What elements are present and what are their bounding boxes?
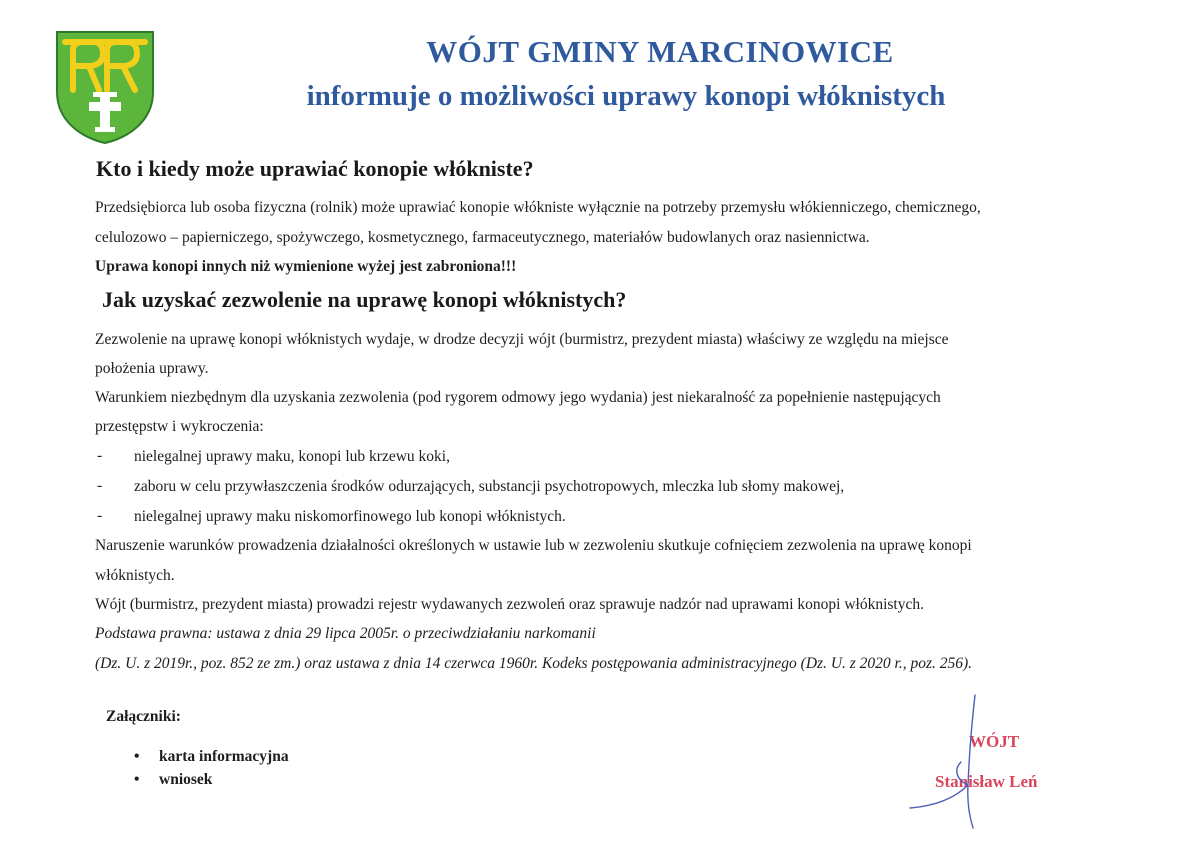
handwritten-signature [895,690,1015,840]
prohibition-warning: Uprawa konopi innych niż wymienione wyżej jest zabroniona!!! [95,258,517,275]
list-item: zaboru w celu przywłaszczenia środków odurzających, substancji psychotropowych, mleczka lub słomy makowej, [134,478,845,495]
section1-line2: celulozowo – papierniczego, spożywczego, kosmetycznego, farmaceutycznego, materiałów budowlanych oraz nasiennictwa. [95,229,870,246]
section2-p2-line2: przestępstw i wykroczenia: [95,418,264,435]
section2-p1-line2: położenia uprawy. [95,360,209,377]
section2-p3-line2: włóknistych. [95,567,175,584]
legal-basis-line2: (Dz. U. z 2019r., poz. 852 ze zm.) oraz ustawa z dnia 14 czerwca 1960r. Kodeks postępowania administracyjnego (Dz. U. z 2020 r., poz. 256). [95,655,973,672]
section2-p4: Wójt (burmistrz, prezydent miasta) prowadzi rejestr wydawanych zezwoleń oraz sprawuje nadzór nad uprawami konopi włóknistych. [95,596,924,613]
list-item: nielegalnej uprawy maku niskomorfinowego lub konopi włóknistych. [134,508,566,525]
legal-basis-line1: Podstawa prawna: ustawa z dnia 29 lipca 2005r. o przeciwdziałaniu narkomanii [95,625,596,642]
attachment-item: wniosek [159,771,213,788]
section1-line1: Przedsiębiorca lub osoba fizyczna (rolnik) może uprawiać konopie włókniste wyłącznie na potrzeby przemysłu włókienniczego, chemicznego, [95,199,981,216]
list-item-marker: - [97,507,103,524]
attachment-bullet: • [134,771,140,788]
list-item-marker: - [97,477,103,494]
signature-name: Stanisław Leń [935,772,1038,791]
page-title: WÓJT GMINY MARCINOWICE [426,34,894,69]
section2-p3-line1: Naruszenie warunków prowadzenia działalności określonych w ustawie lub w zezwoleniu skutkuje cofnięciem zezwolenia na uprawę konopi [95,537,972,554]
section1-heading: Kto i kiedy może uprawiać konopie włókniste? [96,156,534,181]
list-item: nielegalnej uprawy maku, konopi lub krzewu koki, [134,448,450,465]
list-item-marker: - [97,447,103,464]
page-subtitle: informuje o możliwości uprawy konopi włóknistych [306,80,946,112]
attachments-label: Załączniki: [106,708,181,725]
section2-heading: Jak uzyskać zezwolenie na uprawę konopi włóknistych? [102,287,627,312]
section2-p2-line1: Warunkiem niezbędnym dla uzyskania zezwolenia (pod rygorem odmowy jego wydania) jest niekaralność za popełnienie następujących [95,389,941,406]
attachment-bullet: • [134,748,140,765]
section2-p1-line1: Zezwolenie na uprawę konopi włóknistych wydaje, w drodze decyzji wójt (burmistrz, prezydent miasta) właściwy ze względu na miejsce [95,331,949,348]
signature-title: WÓJT [969,732,1020,751]
attachment-item: karta informacyjna [159,748,289,765]
